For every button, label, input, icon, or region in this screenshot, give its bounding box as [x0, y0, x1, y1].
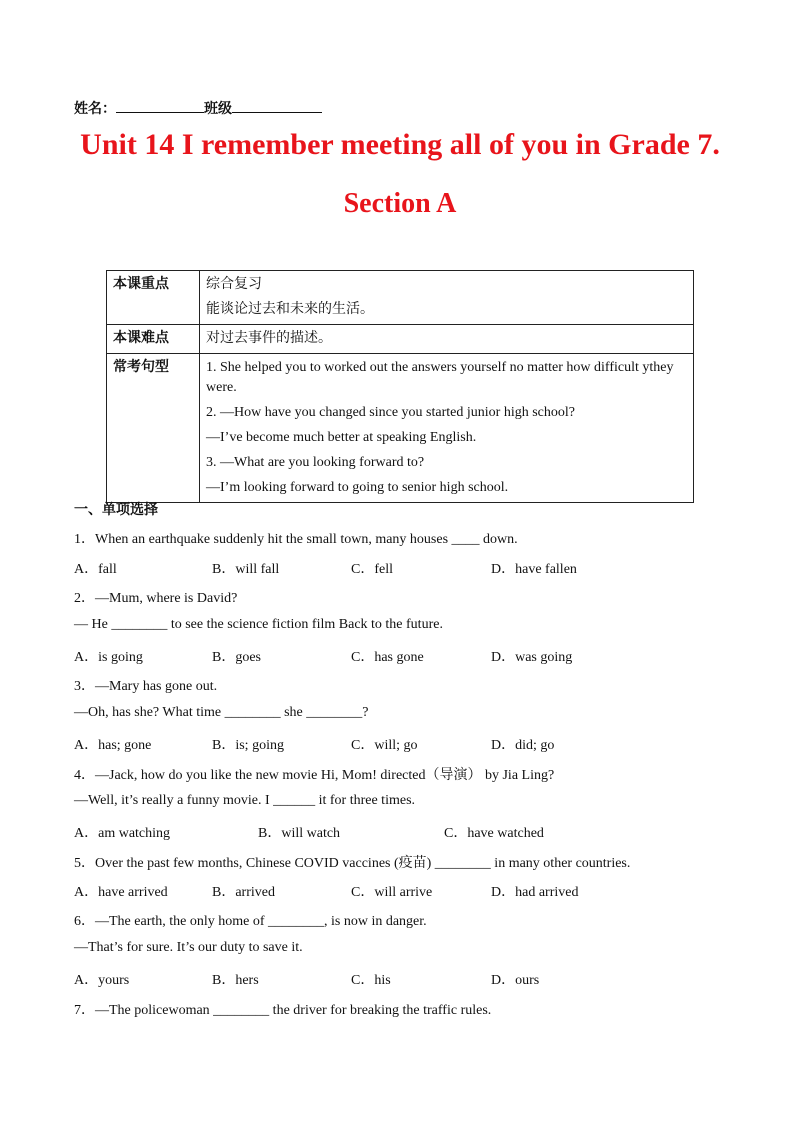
section-title: Section A	[343, 188, 457, 219]
option-b: B．will watch	[258, 826, 341, 841]
question-1-options	[74, 558, 674, 578]
question-6-line-2: —That’s for sure. It’s our duty to save it.	[74, 940, 303, 955]
content-line: 对过去事件的描述。	[206, 331, 332, 346]
row-content	[200, 271, 694, 325]
question-6-line-1: 6．—The earth, the only home of ________, is now in danger.	[74, 914, 427, 929]
option-b: B．hers	[212, 973, 259, 988]
option-d: D．was going	[491, 650, 573, 665]
option-c: C．will; go	[351, 738, 418, 753]
content-line: 3. —What are you looking forward to?	[206, 455, 425, 470]
option-a: A．is going	[74, 650, 143, 665]
lesson-info-table	[106, 270, 694, 503]
question-4-line-1: 4．—Jack, how do you like the new movie Hi, Mom! directed（导演） by Jia Ling?	[74, 768, 555, 783]
row-content	[200, 354, 694, 503]
table-row	[107, 354, 694, 503]
option-b: B．goes	[212, 650, 261, 665]
content-line: 能谈论过去和未来的生活。	[206, 302, 374, 317]
row-content	[200, 325, 694, 354]
row-key: 本课重点	[107, 271, 200, 325]
question-3-line-2: —Oh, has she? What time ________ she ________?	[74, 705, 369, 720]
row-key: 常考句型	[107, 354, 200, 503]
unit-title: Unit 14 I remember meeting all of you in Grade 7.	[80, 128, 720, 161]
question-3-line-1: 3．—Mary has gone out.	[74, 679, 218, 694]
option-a: A．fall	[74, 562, 117, 577]
option-b: B．will fall	[212, 562, 280, 577]
option-c: C．fell	[351, 562, 393, 577]
question-6-options	[74, 969, 674, 989]
question-5-options	[74, 881, 674, 901]
option-a: A．has; gone	[74, 738, 152, 753]
name-label: 姓名：	[74, 102, 116, 117]
question-4-line-2: —Well, it’s really a funny movie. I ______ it for three times.	[74, 793, 416, 808]
content-line: —I’ve become much better at speaking English.	[206, 430, 477, 445]
option-d: D．had arrived	[491, 885, 579, 900]
question-2-options	[74, 646, 674, 666]
question-2-line-1: 2．—Mum, where is David?	[74, 591, 238, 606]
option-b: B．is; going	[212, 738, 284, 753]
row-key: 本课难点	[107, 325, 200, 354]
content-line: 1. She helped you to worked out the answers yourself no matter how difficult ythey were.	[206, 360, 674, 395]
content-line: —I’m looking forward to going to senior high school.	[206, 480, 509, 495]
table-row	[107, 271, 694, 325]
table-row	[107, 325, 694, 354]
option-c: C．will arrive	[351, 885, 433, 900]
option-c: C．has gone	[351, 650, 424, 665]
question-2-line-2: — He ________ to see the science fiction film Back to the future.	[74, 617, 443, 632]
option-a: A．have arrived	[74, 885, 168, 900]
option-d: D．have fallen	[491, 562, 577, 577]
content-line: 综合复习	[206, 277, 262, 292]
question-7-line-1: 7．—The policewoman ________ the driver for breaking the traffic rules.	[74, 1003, 492, 1018]
student-info-line	[74, 98, 322, 118]
option-d: D．did; go	[491, 738, 555, 753]
option-d: D．ours	[491, 973, 540, 988]
option-a: A．yours	[74, 973, 130, 988]
question-3-options	[74, 734, 674, 754]
section-heading: 一、单项选择	[74, 503, 158, 518]
option-c: C．have watched	[444, 826, 544, 841]
option-c: C．his	[351, 973, 391, 988]
question-4-options	[74, 822, 674, 842]
name-blank	[116, 100, 204, 113]
class-blank	[232, 100, 322, 113]
option-a: A．am watching	[74, 826, 171, 841]
question-5-stem: 5．Over the past few months, Chinese COVID vaccines (疫苗) ________ in many other countries.	[74, 856, 631, 871]
class-label: 班级	[204, 102, 232, 117]
question-1-stem: 1．When an earthquake suddenly hit the small town, many houses ____ down.	[74, 532, 518, 547]
option-b: B．arrived	[212, 885, 275, 900]
content-line: 2. —How have you changed since you started junior high school?	[206, 405, 575, 420]
